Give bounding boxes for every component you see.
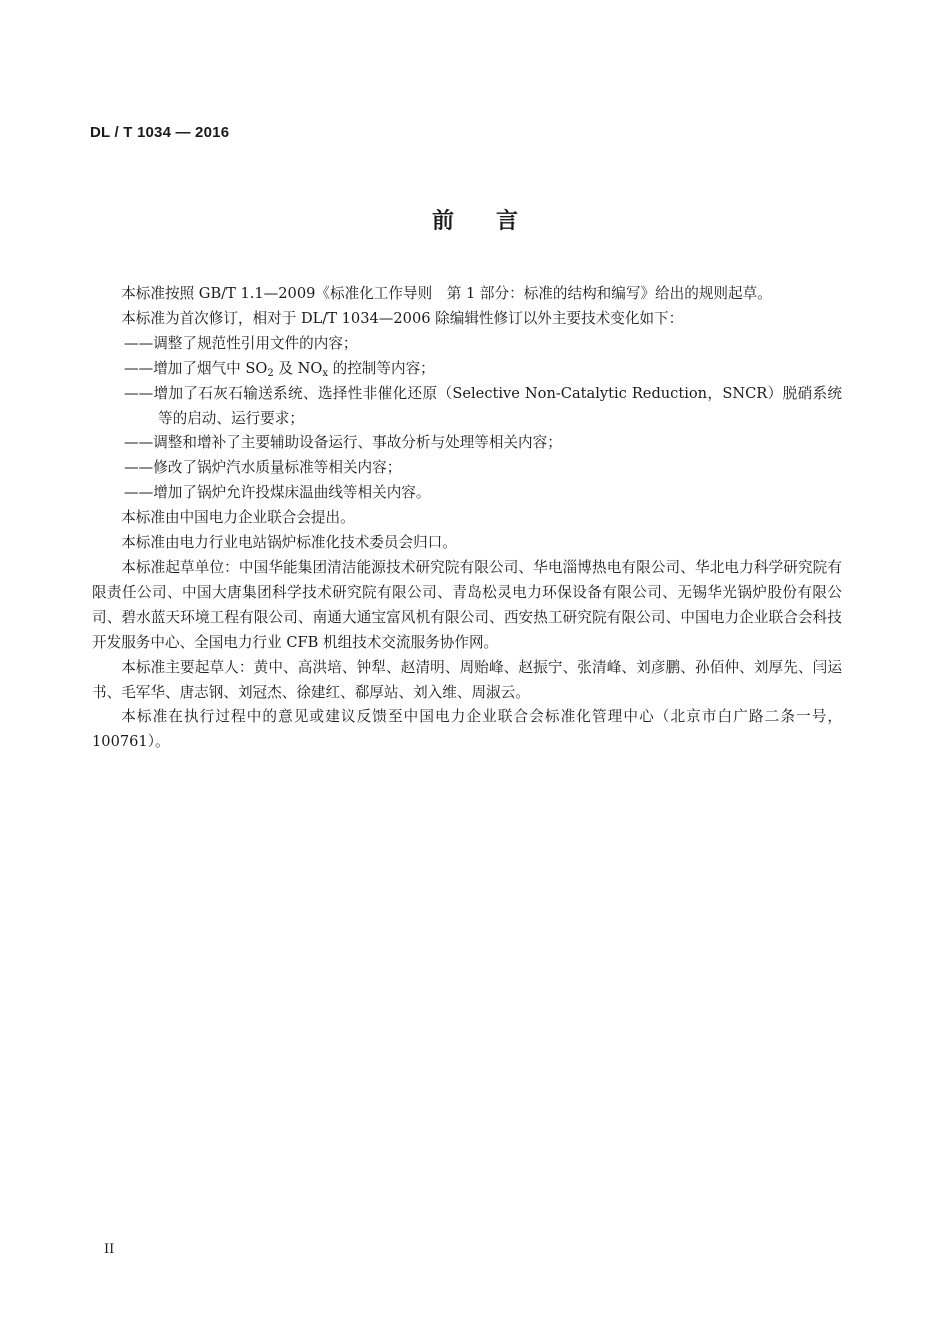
change-item-auxiliary: ——调整和增补了主要辅助设备运行、事故分析与处理等相关内容； bbox=[124, 434, 562, 452]
paragraph-proposer: 本标准由中国电力企业联合会提出。 bbox=[121, 509, 355, 527]
change-item-text: ——增加了烟气中 SO bbox=[124, 359, 268, 377]
change-item-bed-temperature: ——增加了锅炉允许投煤床温曲线等相关内容。 bbox=[124, 484, 431, 502]
foreword-body bbox=[92, 282, 842, 755]
change-item-references: ——调整了规范性引用文件的内容； bbox=[124, 334, 358, 352]
paragraph-drafting-units: 本标准起草单位：中国华能集团清洁能源技术研究院有限公司、华电淄博热电有限公司、华北电力科学研究院有限责任公司、中国大唐集团科学技术研究院有限公司、青岛松灵电力环保设备有限公司、无锡华光锅炉股份有限公司、碧水蓝天环境工程有限公司、南通大通宝富风机有限公司、西安热工研究院有限公司、中国电力企业联合会科技开发服务中心、全国电力行业 CFB 机组技术交流服务协作网。 bbox=[92, 558, 842, 651]
subscript-2: 2 bbox=[267, 367, 274, 379]
standard-code-header: DL / T 1034 — 2016 bbox=[90, 124, 230, 141]
paragraph-committee: 本标准由电力行业电站锅炉标准化技术委员会归口。 bbox=[121, 534, 457, 552]
paragraph-drafting-rules: 本标准按照 GB/T 1.1—2009《标准化工作导则 第 1 部分：标准的结构和编写》给出的规则起草。 bbox=[121, 285, 772, 302]
subscript-x: x bbox=[322, 367, 328, 379]
paragraph-feedback: 本标准在执行过程中的意见或建议反馈至中国电力企业联合会标准化管理中心（北京市白广路二条一号，100761）。 bbox=[92, 708, 842, 751]
paragraph-revision-intro: 本标准为首次修订，相对于 DL/T 1034—2006 除编辑性修订以外主要技术变化如下： bbox=[121, 309, 684, 327]
page-number: II bbox=[104, 1242, 115, 1257]
change-item-so2-nox bbox=[92, 357, 842, 382]
change-item-water-quality: ——修改了锅炉汽水质量标准等相关内容； bbox=[124, 459, 402, 477]
change-item-text: 的控制等内容； bbox=[327, 359, 435, 377]
change-item-text: 及 NO bbox=[273, 359, 323, 377]
foreword-title: 前言 bbox=[431, 208, 560, 234]
change-item-sncr: ——增加了石灰石输送系统、选择性非催化还原（Selective Non-Catalytic Reduction，SNCR）脱硝系统等的启动、运行要求； bbox=[124, 384, 842, 427]
paragraph-drafters: 本标准主要起草人：黄中、高洪培、钟犁、赵清明、周贻峰、赵振宁、张清峰、刘彦鹏、孙佰仲、刘厚先、闫运书、毛军华、唐志钢、刘冠杰、徐建红、郗厚站、刘入维、周淑云。 bbox=[92, 658, 842, 701]
